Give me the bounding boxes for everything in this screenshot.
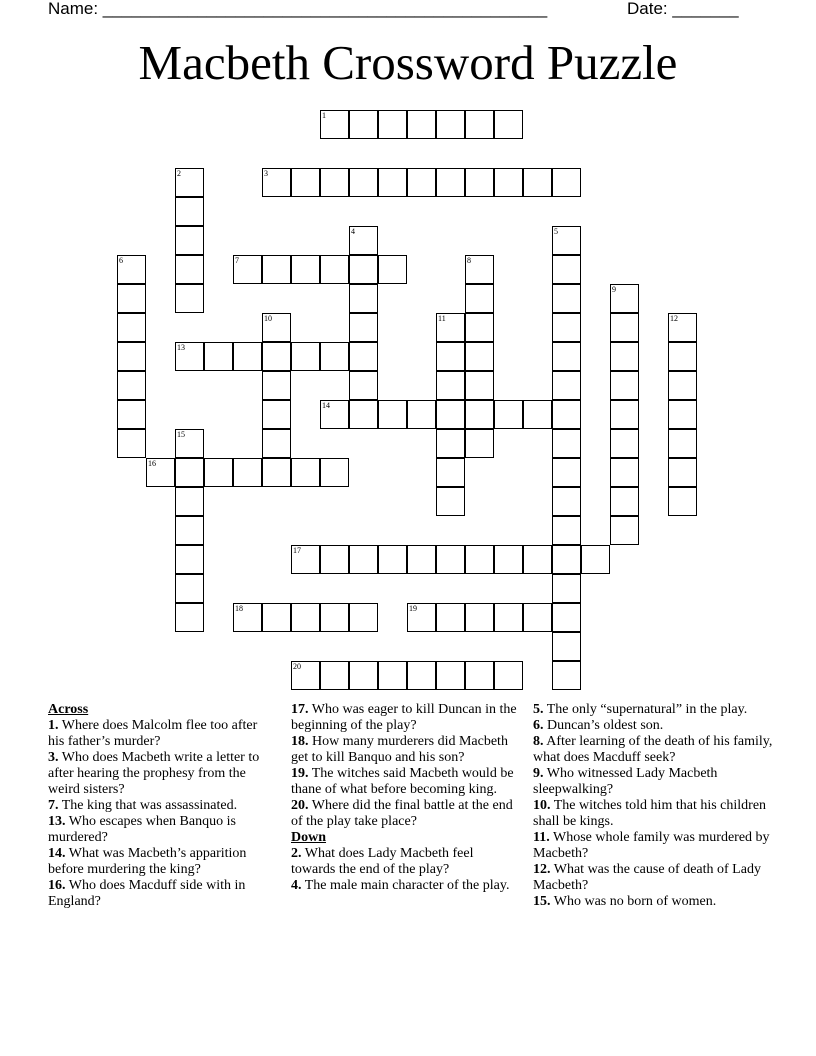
cell-number: 16	[148, 459, 156, 468]
crossword-cell[interactable]	[523, 603, 552, 632]
crossword-cell[interactable]	[494, 661, 523, 690]
crossword-cell[interactable]	[465, 284, 494, 313]
crossword-cell[interactable]	[349, 603, 378, 632]
crossword-cell[interactable]	[610, 313, 639, 342]
crossword-cell[interactable]	[552, 603, 581, 632]
clue-11	[533, 830, 778, 862]
crossword-cell[interactable]	[581, 545, 610, 574]
crossword-cell[interactable]	[523, 545, 552, 574]
clue-1	[48, 718, 276, 750]
clue-text: Where did the final battle at the end of the play take place?	[291, 798, 513, 829]
crossword-cell[interactable]	[552, 371, 581, 400]
cell-number: 13	[177, 343, 185, 352]
crossword-cell[interactable]	[407, 545, 436, 574]
crossword-cell[interactable]	[610, 458, 639, 487]
crossword-cell[interactable]	[465, 429, 494, 458]
clue-text: After learning of the death of his family, what does Macduff seek?	[533, 734, 773, 765]
cell-number: 1	[322, 111, 326, 120]
clue-15	[533, 894, 778, 910]
crossword-cell[interactable]	[436, 371, 465, 400]
clue-text: Where does Malcolm flee too after his father’s murder?	[48, 718, 258, 749]
clue-text: Who witnessed Lady Macbeth sleepwalking?	[533, 766, 718, 797]
crossword-cell[interactable]	[175, 545, 204, 574]
clue-text: Who was eager to kill Duncan in the beginning of the play?	[291, 702, 517, 733]
clue-text: The witches told him that his children shall be kings.	[533, 798, 767, 829]
crossword-cell[interactable]	[175, 603, 204, 632]
clue-number: 11.	[533, 830, 550, 845]
page-title: Macbeth Crossword Puzzle	[138, 35, 678, 90]
crossword-cell[interactable]	[262, 255, 291, 284]
clue-number: 17.	[291, 702, 309, 717]
crossword-cell[interactable]	[552, 168, 581, 197]
crossword-cell[interactable]	[117, 313, 146, 342]
crossword-cell[interactable]	[668, 429, 697, 458]
crossword-cell[interactable]	[291, 603, 320, 632]
crossword-cell[interactable]	[320, 342, 349, 371]
clue-19	[291, 766, 521, 798]
cell-number: 4	[351, 227, 355, 236]
clue-5	[533, 702, 778, 718]
crossword-cell[interactable]	[494, 603, 523, 632]
crossword-cell[interactable]	[349, 545, 378, 574]
clue-number: 4.	[291, 878, 302, 893]
crossword-cell[interactable]	[175, 516, 204, 545]
crossword-cell[interactable]	[465, 603, 494, 632]
cell-number: 18	[235, 604, 243, 613]
clue-number: 10.	[533, 798, 551, 813]
crossword-cell[interactable]	[465, 342, 494, 371]
crossword-cell[interactable]	[552, 516, 581, 545]
crossword-cell[interactable]	[610, 284, 639, 313]
clue-number: 6.	[533, 718, 544, 733]
crossword-cell[interactable]	[262, 313, 291, 342]
crossword-cell[interactable]	[552, 574, 581, 603]
crossword-cell[interactable]	[436, 429, 465, 458]
crossword-cell[interactable]	[407, 603, 436, 632]
crossword-cell[interactable]	[146, 458, 175, 487]
crossword-cell[interactable]	[668, 371, 697, 400]
crossword-cell[interactable]	[117, 342, 146, 371]
crossword-cell[interactable]	[378, 168, 407, 197]
cell-number: 3	[264, 169, 268, 178]
crossword-cell[interactable]	[349, 110, 378, 139]
crossword-cell[interactable]	[552, 487, 581, 516]
clue-text: Who was no born of women.	[553, 894, 717, 909]
crossword-cell[interactable]	[175, 458, 204, 487]
clue-4	[291, 878, 521, 894]
crossword-cell[interactable]	[233, 603, 262, 632]
crossword-cell[interactable]	[552, 429, 581, 458]
cell-number: 12	[670, 314, 678, 323]
crossword-cell[interactable]	[407, 661, 436, 690]
crossword-cell[interactable]	[320, 255, 349, 284]
crossword-cell[interactable]	[552, 313, 581, 342]
crossword-cell[interactable]	[204, 342, 233, 371]
clue-number: 16.	[48, 878, 66, 893]
crossword-cell[interactable]	[552, 632, 581, 661]
crossword-cell[interactable]	[407, 400, 436, 429]
clue-number: 8.	[533, 734, 544, 749]
crossword-cell[interactable]	[407, 110, 436, 139]
cell-number: 7	[235, 256, 239, 265]
crossword-cell[interactable]	[436, 487, 465, 516]
crossword-cell[interactable]	[117, 400, 146, 429]
crossword-cell[interactable]	[552, 284, 581, 313]
crossword-cell[interactable]	[465, 545, 494, 574]
crossword-cell[interactable]	[610, 487, 639, 516]
crossword-cell[interactable]	[349, 168, 378, 197]
crossword-cell[interactable]	[349, 400, 378, 429]
clue-number: 18.	[291, 734, 309, 749]
crossword-cell[interactable]	[465, 661, 494, 690]
crossword-cell[interactable]	[320, 168, 349, 197]
clues-column-right	[533, 702, 778, 910]
crossword-cell[interactable]	[668, 400, 697, 429]
clue-text: Duncan’s oldest son.	[547, 718, 664, 733]
clue-16	[48, 878, 276, 910]
clue-8	[533, 734, 778, 766]
clue-number: 14.	[48, 846, 66, 861]
crossword-cell[interactable]	[175, 342, 204, 371]
cell-number: 10	[264, 314, 272, 323]
crossword-cell[interactable]	[494, 545, 523, 574]
crossword-cell[interactable]	[436, 661, 465, 690]
crossword-cell[interactable]	[552, 458, 581, 487]
crossword-cell[interactable]	[262, 342, 291, 371]
crossword-cell[interactable]	[233, 458, 262, 487]
crossword-cell[interactable]	[465, 110, 494, 139]
crossword-cell[interactable]	[262, 400, 291, 429]
clue-number: 13.	[48, 814, 66, 829]
crossword-cell[interactable]	[436, 342, 465, 371]
clue-20	[291, 798, 521, 830]
cell-number: 8	[467, 256, 471, 265]
down-clue-list	[291, 846, 521, 894]
crossword-cell[interactable]	[552, 545, 581, 574]
across-heading: Across	[48, 702, 89, 717]
clue-number: 2.	[291, 846, 302, 861]
crossword-cell[interactable]	[494, 168, 523, 197]
clue-18	[291, 734, 521, 766]
crossword-cell[interactable]	[349, 284, 378, 313]
across-clue-list	[48, 718, 276, 910]
crossword-cell[interactable]	[523, 400, 552, 429]
crossword-cell[interactable]	[378, 255, 407, 284]
crossword-cell[interactable]	[552, 226, 581, 255]
crossword-cell[interactable]	[320, 110, 349, 139]
clue-text: Who does Macbeth write a letter to after hearing the prophesy from the weird sisters?	[48, 750, 260, 797]
clue-13	[48, 814, 276, 846]
cell-number: 14	[322, 401, 330, 410]
crossword-cell[interactable]	[407, 168, 436, 197]
cell-number: 9	[612, 285, 616, 294]
clue-3	[48, 750, 276, 798]
clue-text: Who does Macduff side with in England?	[48, 878, 246, 909]
cell-number: 20	[293, 662, 301, 671]
cell-number: 2	[177, 169, 181, 178]
crossword-cell[interactable]	[436, 458, 465, 487]
clue-text: How many murderers did Macbeth get to kill Banquo and his son?	[291, 734, 508, 765]
clue-text: What does Lady Macbeth feel towards the end of the play?	[291, 846, 474, 877]
across-clue-list-continued	[291, 702, 521, 830]
crossword-cell[interactable]	[175, 574, 204, 603]
clue-text: The king that was assassinated.	[61, 798, 238, 813]
cell-number: 19	[409, 604, 417, 613]
clue-number: 7.	[48, 798, 59, 813]
crossword-cell[interactable]	[465, 400, 494, 429]
crossword-cell[interactable]	[117, 284, 146, 313]
crossword-cell[interactable]	[523, 168, 552, 197]
cell-number: 15	[177, 430, 185, 439]
crossword-cell[interactable]	[552, 400, 581, 429]
crossword-cell[interactable]	[465, 371, 494, 400]
clue-text: What was Macbeth’s apparition before murdering the king?	[48, 846, 247, 877]
crossword-cell[interactable]	[378, 661, 407, 690]
crossword-cell[interactable]	[349, 661, 378, 690]
crossword-cell[interactable]	[378, 110, 407, 139]
crossword-cell[interactable]	[552, 342, 581, 371]
crossword-cell[interactable]	[175, 487, 204, 516]
clue-text: What was the cause of death of Lady Macbeth?	[533, 862, 761, 893]
clue-text: The only “supernatural” in the play.	[546, 702, 748, 717]
down-clue-list-continued	[533, 702, 778, 910]
crossword-cell[interactable]	[668, 342, 697, 371]
crossword-cell[interactable]	[436, 313, 465, 342]
crossword-cell[interactable]	[175, 284, 204, 313]
crossword-cell[interactable]	[349, 255, 378, 284]
cell-number: 17	[293, 546, 301, 555]
crossword-cell[interactable]	[117, 371, 146, 400]
cell-number: 6	[119, 256, 123, 265]
clue-number: 5.	[533, 702, 544, 717]
crossword-cell[interactable]	[378, 545, 407, 574]
crossword-cell[interactable]	[320, 661, 349, 690]
crossword-cell[interactable]	[610, 429, 639, 458]
clue-text: The witches said Macbeth would be thane of what before becoming king.	[291, 766, 514, 797]
date-field[interactable]: Date: _______	[627, 0, 739, 18]
clue-text: Who escapes when Banquo is murdered?	[48, 814, 236, 845]
clue-text: Whose whole family was murdered by Macbeth?	[533, 830, 770, 861]
crossword-cell[interactable]	[610, 342, 639, 371]
crossword-cell[interactable]	[291, 661, 320, 690]
crossword-cell[interactable]	[262, 429, 291, 458]
clue-number: 12.	[533, 862, 551, 877]
crossword-cell[interactable]	[320, 603, 349, 632]
crossword-cell[interactable]	[175, 168, 204, 197]
clue-17	[291, 702, 521, 734]
clue-number: 1.	[48, 718, 59, 733]
crossword-cell[interactable]	[349, 371, 378, 400]
crossword-cell[interactable]	[494, 110, 523, 139]
crossword-cell[interactable]	[175, 429, 204, 458]
crossword-cell[interactable]	[291, 342, 320, 371]
crossword-cell[interactable]	[233, 342, 262, 371]
clues-column-middle	[291, 702, 521, 894]
crossword-cell[interactable]	[436, 545, 465, 574]
crossword-cell[interactable]	[175, 226, 204, 255]
crossword-cell[interactable]	[262, 603, 291, 632]
crossword-cell[interactable]	[610, 371, 639, 400]
crossword-cell[interactable]	[291, 255, 320, 284]
crossword-cell[interactable]	[117, 429, 146, 458]
crossword-cell[interactable]	[668, 458, 697, 487]
crossword-cell[interactable]	[552, 661, 581, 690]
clue-10	[533, 798, 778, 830]
crossword-cell[interactable]	[668, 487, 697, 516]
crossword-cell[interactable]	[465, 313, 494, 342]
crossword-cell[interactable]	[320, 400, 349, 429]
clue-6	[533, 718, 778, 734]
clue-7	[48, 798, 276, 814]
crossword-cell[interactable]	[436, 168, 465, 197]
crossword-cell[interactable]	[610, 516, 639, 545]
crossword-cell[interactable]	[291, 545, 320, 574]
clue-number: 3.	[48, 750, 59, 765]
clues-column-left	[48, 702, 276, 910]
clue-12	[533, 862, 778, 894]
clue-14	[48, 846, 276, 878]
crossword-cell[interactable]	[668, 313, 697, 342]
clue-number: 9.	[533, 766, 544, 781]
crossword-cell[interactable]	[291, 458, 320, 487]
crossword-cell[interactable]	[465, 168, 494, 197]
clue-9	[533, 766, 778, 798]
crossword-cell[interactable]	[262, 458, 291, 487]
crossword-cell[interactable]	[233, 255, 262, 284]
clue-number: 20.	[291, 798, 309, 813]
crossword-cell[interactable]	[349, 342, 378, 371]
crossword-cell[interactable]	[117, 255, 146, 284]
crossword-cell[interactable]	[436, 603, 465, 632]
crossword-cell[interactable]	[349, 313, 378, 342]
crossword-cell[interactable]	[378, 400, 407, 429]
crossword-cell[interactable]	[204, 458, 233, 487]
down-heading: Down	[291, 830, 327, 845]
crossword-cell[interactable]	[262, 371, 291, 400]
clue-text: The male main character of the play.	[304, 878, 510, 893]
name-field[interactable]: Name: _______________________________________________	[48, 0, 548, 18]
crossword-cell[interactable]	[175, 197, 204, 226]
crossword-cell[interactable]	[349, 226, 378, 255]
crossword-cell[interactable]	[291, 168, 320, 197]
cell-number: 11	[438, 314, 446, 323]
crossword-cell[interactable]	[465, 255, 494, 284]
crossword-cell[interactable]	[320, 545, 349, 574]
crossword-cell[interactable]	[610, 400, 639, 429]
crossword-cell[interactable]	[552, 255, 581, 284]
crossword-cell[interactable]	[262, 168, 291, 197]
crossword-cell[interactable]	[436, 110, 465, 139]
crossword-cell[interactable]	[175, 255, 204, 284]
clue-number: 19.	[291, 766, 309, 781]
clue-number: 15.	[533, 894, 551, 909]
crossword-cell[interactable]	[436, 400, 465, 429]
crossword-cell[interactable]	[494, 400, 523, 429]
clue-2	[291, 846, 521, 878]
crossword-cell[interactable]	[320, 458, 349, 487]
cell-number: 5	[554, 227, 558, 236]
